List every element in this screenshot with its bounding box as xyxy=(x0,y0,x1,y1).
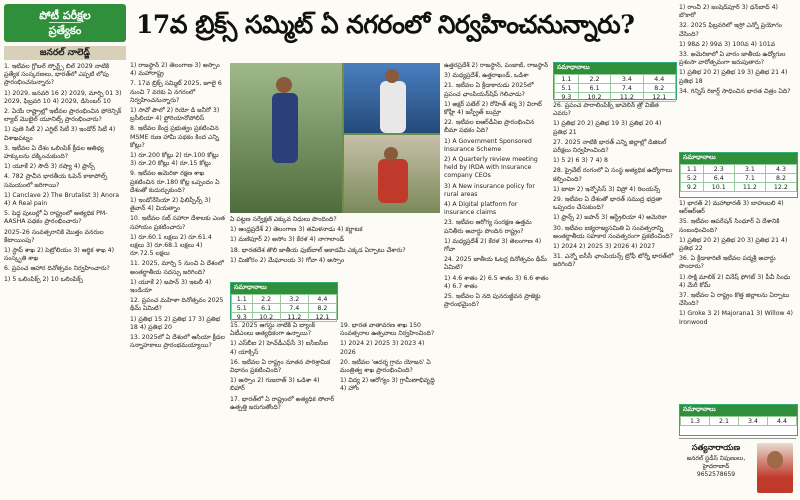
answer-cell: 10.1 xyxy=(703,183,734,192)
question-line: 1) ప్రతిభ 15 2) ప్రతిభ 17 3) ప్రతిభ 18 4) ప్రతిభ 20 xyxy=(130,315,221,331)
answers-label: సమాధానాలు xyxy=(680,405,797,416)
answer-cell: 9.2 xyxy=(681,183,704,192)
question-line: 31. ఎన్నో ఐసీసీ ఛాంపియన్స్ ట్రోఫీ టోర్నీ భారత్‌లో జరిగింది? xyxy=(553,253,674,269)
answer-cell: 10.2 xyxy=(578,93,610,102)
question-line: 1) టాటా 2) ఇన్ఫోసిస్ 3) విప్రో 4) రిలయన్స్ xyxy=(553,185,661,193)
question-line: 1) Groke 3 2) Majorana1 3) Willow 4) Ironwood xyxy=(679,310,793,326)
question-line: 1) యూకే 2) జపాన్ 3) ఇటలీ 4) ఇండియా xyxy=(130,278,212,295)
author-name: సత్యనారాయణ xyxy=(691,443,741,452)
photo-text-line: 1) మిజోరం 2) మేఘాలయ 3) గోవా 4) అస్సాం xyxy=(230,256,345,264)
question-line: 1) ఇండోనేసియా 2) ఫిలిప్పీన్స్ 3) తైవాన్ 4) వియత్నాం xyxy=(130,197,211,213)
column-5 xyxy=(444,62,549,498)
question-line: 1) రాజస్థాన్ 2) తెలంగాణ 3) అస్సాం 4) మహారాష్ట్ర xyxy=(130,62,220,78)
answer-cell: 8.2 xyxy=(643,84,675,93)
answer-cell: 2.2 xyxy=(578,75,610,84)
answers-box-3 xyxy=(679,152,798,198)
answer-cell: 1.1 xyxy=(232,295,253,304)
answer-cell: 4.3 xyxy=(765,165,796,174)
question-line: 1) Canclave 2) The Brutalist 3) Anora 4) A Real pain xyxy=(4,191,120,208)
question-line: 13. 2025లో ఏ దేశంలో ఆసియా క్రీడల సన్నాహకాలు ప్రారంభమయ్యాయి? xyxy=(130,334,225,350)
question-line: 1) 5 2) 6 3) 7 4) 8 xyxy=(553,157,608,165)
author-role-text: జనరల్ స్టడీస్ నిపుణులు, హైదరాబాద్ xyxy=(686,455,746,470)
question-line: 20. ఇటీవల 'ఆదర్శ గ్రామ యోజన' ఏ మంత్రిత్వ శాఖ ప్రారంభించింది? xyxy=(340,358,431,375)
answers-table xyxy=(680,164,797,192)
question-line: 3) A New insurance policy for rural areas xyxy=(444,182,535,198)
answer-cell: 3.2 xyxy=(280,295,308,304)
answer-cell: 8.2 xyxy=(308,304,336,313)
answer-cell: 3.4 xyxy=(739,417,768,426)
question-line: 1) భారత్ 2) మహాభారత్ 3) బాహుబలి 4) ఆర్ఆర్ఆర్ xyxy=(679,200,784,216)
kneeling-athlete-photo xyxy=(344,135,440,213)
answer-cell: 3.4 xyxy=(611,75,643,84)
answer-cell: 4.4 xyxy=(308,295,336,304)
answer-cell: 5.1 xyxy=(232,304,253,313)
question-line: 1) 2024 2) 2025 3) 2023 4) 2026 xyxy=(340,340,425,356)
athletes-photo xyxy=(230,63,440,213)
photo-adjacent-text xyxy=(230,216,440,280)
answer-cell: 1.3 xyxy=(681,417,710,426)
author-card xyxy=(679,438,796,497)
question-line: 2025-26 సంవత్సరానికి మొత్తం వనరుల కేటాయింపు? xyxy=(4,228,104,244)
question-line: 1) స్టాప్ శాఖ 2) పెట్రోలియం 3) ఆర్థిక శాఖ 4) సంస్కృతి శాఖ xyxy=(4,247,115,263)
photo-text-line: ఏ పట్టణ సర్వేక్షణ్ ఎక్కువ నిధులు పొందింది? xyxy=(230,216,337,223)
answer-cell: 4.4 xyxy=(643,75,675,84)
answer-cell: 2.3 xyxy=(703,165,734,174)
question-line: 1. ఇటీవల గ్లోబల్ స్పోర్ట్స్ బిల్ 2029 నాటికి ప్రత్యేక సంస్కరణలు, భారత్‌లో ఎప్పటి లోపు ప్రారంభించనున్నారు? xyxy=(4,63,110,87)
question-line: 1) ప్రతిభ 20 2) ప్రతిభ 20 3) ప్రతిభ 21 4) ప్రతిభ 22 xyxy=(679,236,788,253)
question-line: 12. ప్రపంచ మహిళా దినోత్సవం 2025 థీమ్ ఏమిటి? xyxy=(130,297,224,313)
question-line: 9. ఇటీవల అమెరికా రక్షణ శాఖ ప్రకటించిన రూ.180 కోట్ల ఒప్పందం ఏ దేశంతో కుదుర్చుకుంది? xyxy=(130,170,220,194)
question-line: 1) 98వ 2) 99వ 3) 100వ 4) 101వ xyxy=(679,40,776,48)
question-line: 30. ఇటీవల ఐక్యరాజ్యసమితి ఏ సంవత్సరాన్ని అంతర్జాతీయ సహకార సంవత్సరంగా ప్రకటించింది? xyxy=(553,224,673,240)
question-line: 26. ప్రపంచ పారాలింపిక్స్ జావెలిన్ త్రో విజేత ఎవరు? xyxy=(553,102,659,118)
question-line: 6. ప్రపంచ ఆహార దినోత్సవం నిర్వహించారు? xyxy=(4,265,110,273)
answer-cell: 7.1 xyxy=(734,174,765,183)
answer-cell: 11.2 xyxy=(280,313,308,322)
question-line: 2) A Quarterly review meeting held by IRDA with Insurance company CEOs xyxy=(444,156,538,180)
author-avatar xyxy=(757,443,793,493)
question-line: 1) 4.6 శాతం 2) 6.5 శాతం 3) 6.6 శాతం 4) 6.7 శాతం xyxy=(444,274,549,290)
answer-cell: 2.2 xyxy=(252,295,280,304)
question-line: 1) 5 ఒలింపిక్స్ 2) 10 ఒలింపిక్స్ xyxy=(4,275,83,283)
question-line: 11. 2025, మార్చి 5 నుంచి ఏ దేశంలో అంతర్జాతీయ సదస్సు జరిగింది? xyxy=(130,260,224,276)
column-7-top xyxy=(679,4,796,150)
question-line: 1) ప్రతిభ 20 2) ప్రతిభ 19 3) ప్రతిభ 21 4) ప్రతిభ 18 xyxy=(679,69,788,85)
answers-label: సమాధానాలు xyxy=(680,153,797,164)
question-line: 4. 782 ప్రాచీన భారతీయ ఓపెన్ కాకాపోల్స్ సమయంలో జరిగాయి? xyxy=(4,173,108,189)
question-line: 15. 2025 ఆగస్టు నాటికి ఏ బ్యాంక్ ఏటీఎంలు అత్యధికంగా ఉన్నాయి? xyxy=(230,322,315,338)
question-line: 28. ప్రైవేట్ రంగంలో ఏ సంస్థ అత్యధిక ఉద్యోగాలు కల్పించింది? xyxy=(553,167,673,183)
answer-cell: 10.2 xyxy=(252,313,280,322)
question-line: 19. భారత వాతావరణ శాఖ 150 సంవత్సరాల ఉత్సవాలు నిర్వహించింది? xyxy=(340,322,435,338)
question-line: 1) సాక్షి మాలిక్ 2) వినేష్ ఫోగట్ 3) పీవీ సింధు 4) మేరీ కోమ్ xyxy=(679,273,791,289)
answers-table xyxy=(554,74,676,102)
question-line: 23. ఇటీవల ఆరోగ్య సంరక్షణ ఉత్తమ పనితీరు అవార్డు పొందిన రాష్ట్రం? xyxy=(444,219,532,235)
author-phone: 9652578659 xyxy=(696,471,736,478)
photo-text-line: 1) మణిపూర్ 2) అసోం 3) కేరళ 4) నాగాలాండ్ xyxy=(230,236,345,244)
column-2 xyxy=(130,62,226,498)
question-line: 16. ఇటీవల ఏ రాష్ట్రం నూతన పారిశ్రామిక విధానం ప్రకటించింది? xyxy=(230,358,331,375)
answer-cell: 2.1 xyxy=(710,417,739,426)
question-line: 29. ఇటీవల ఏ దేశంతో భారత్ సముద్ర భద్రతా ఒప్పందం చేసుకుంది? xyxy=(553,196,663,212)
question-line: 17. భారత్‌లో ఏ రాష్ట్రంలో అత్యధిక సోలార్ ఉత్పత్తి జరుగుతోంది? xyxy=(230,395,335,411)
answer-cell: 6.1 xyxy=(578,84,610,93)
page-headline: 17వ బ్రిక్స్ సమ్మిట్ ఏ నగరంలో నిర్వహించనున్నారు? xyxy=(136,10,635,39)
answer-cell: 12.1 xyxy=(643,93,675,102)
question-line: 1) రాంచీ 2) జంషెడ్‌పూర్ 3) ధన్‌బాద్ 4) బొకారో xyxy=(679,4,778,20)
question-line: 1) 2029, జనవరి 16 2) 2029, మార్చి 01 3) 2029, ఫిబ్రవరి 10 4) 2029, డిసెంబర్ 10 xyxy=(4,89,122,105)
answer-cell: 6.1 xyxy=(252,304,280,313)
question-line: 1) సావో పౌలో 2) రియో డి జనీరో 3) బ్రసీలియా 4) ఫ్లోరియానోపోలిస్ xyxy=(130,107,220,123)
question-line: 7. 17వ బ్రిక్స్ సమ్మిట్ 2025, జూలై 6 నుంచి 7 వరకు ఏ నగరంలో నిర్వహించనున్నారు? xyxy=(130,80,222,104)
question-line: 4) A Digital platform for insurance claims xyxy=(444,201,518,217)
section-title: జనరల్ నాలెడ్జ్ xyxy=(4,46,126,60)
photo-text-line: 18. భారతదేశ తొలి జాతీయ ఫుట్‌బాల్ అకాడమీ ఎక్కడ ఏర్పాటు చేశారు? xyxy=(230,246,406,254)
photo-text-line: 1) ఆంధ్రప్రదేశ్ 2) తెలంగాణ 3) తమిళనాడు 4) కర్ణాటక xyxy=(230,226,363,234)
question-line: 36. ఏ క్రీడాకారిణి ఇటీవల పద్మశ్రీ అవార్డు పొందారు? xyxy=(679,255,776,271)
column-7-bottom xyxy=(679,200,796,402)
answer-cell: 11.2 xyxy=(611,93,643,102)
celebrating-athlete-photo xyxy=(344,63,440,133)
answer-cell: 7.4 xyxy=(280,304,308,313)
column-1 xyxy=(4,63,126,498)
question-line: ఉత్తరప్రదేశ్ 2) రాజస్థాన్, పంజాబ్, రాజస్థాన్ xyxy=(444,62,549,69)
answer-cell: 3.1 xyxy=(734,165,765,174)
column-3 xyxy=(230,322,336,498)
question-line: 1) A Government Sponsored Insurance Scheme xyxy=(444,137,532,153)
question-line: 1) ఫ్రాన్స్ 2) జపాన్ 3) ఆస్ట్రేలియా 4) అమెరికా xyxy=(553,214,667,222)
question-line: 3. ఇటీవల ఏ దేశం ఒలింపిక్ క్రీడల ఆతిథ్య హక్కులను దక్కించుకుంది? xyxy=(4,144,104,161)
question-line: 1) ప్రతిభ 20 2) ప్రతిభ 19 3) ప్రతిభ 20 4) ప్రతిభ 21 xyxy=(553,120,662,136)
answer-cell: 12.2 xyxy=(765,183,796,192)
column-6 xyxy=(553,102,675,498)
javelin-thrower-photo xyxy=(230,63,342,213)
series-tag-line1: పోటీ పరీక్షల xyxy=(39,9,91,22)
answer-cell: 4.4 xyxy=(768,417,797,426)
author-role xyxy=(681,455,751,479)
question-line: 1) 2024 2) 2025 3) 2026 4) 2027 xyxy=(553,243,656,251)
answer-cell: 11.2 xyxy=(734,183,765,192)
question-line: 37. ఇటీవల ఏ రాష్ట్రం కొత్త జిల్లాలను ఏర్పాటు చేసింది? xyxy=(679,292,790,308)
answers-box-4 xyxy=(679,404,798,436)
answer-cell: 6.4 xyxy=(703,174,734,183)
question-line: 34. గిన్నిస్ రికార్డ్ సాధించిన భారత చిత్రం ఏది? xyxy=(679,87,791,95)
question-line: 1) మధ్యప్రదేశ్ 2) కేరళ 3) తెలంగాణ 4) గోవా xyxy=(444,237,542,254)
question-line: 1) యూకే 2) సౌదీ 3) రష్యా 4) ఫ్రాన్స్ xyxy=(4,163,95,171)
answers-label: సమాధానాలు xyxy=(231,283,337,294)
answers-box-1 xyxy=(230,282,338,320)
answer-cell: 5.1 xyxy=(555,84,579,93)
answers-box-2 xyxy=(553,62,677,100)
question-line: 21. ఇటీవల ఏ క్రీడాకారుడు 2025లో ప్రపంచ ఛాంపియన్‌షిప్ గెలిచాడు? xyxy=(444,82,534,98)
column-4 xyxy=(340,322,440,498)
question-line: 25. ఇటీవల ఏ నది పునరుజ్జీవన ప్రాజెక్టు ప్రారంభమైంది? xyxy=(444,293,541,309)
answers-table xyxy=(680,416,797,426)
answer-cell: 12.1 xyxy=(308,313,336,322)
question-line: 1) ఎస్‌బీఐ 2) హెచ్‌డీఎఫ్‌సీ 3) ఐసీఐసీఐ 4) యాక్సిస్ xyxy=(230,340,328,356)
question-line: 35. ఇటీవల ఆపరేషన్ సింధూర్ ఏ దేశానికి సంబంధించింది? xyxy=(679,218,780,234)
answer-cell: 9.3 xyxy=(555,93,579,102)
answer-cell: 7.4 xyxy=(611,84,643,93)
series-tag-line2: ప్రత్యేకం xyxy=(48,24,82,37)
series-tag xyxy=(4,4,126,42)
answer-cell: 1.1 xyxy=(555,75,579,84)
question-line: 10. ఇటీవల సబ్ సహారా దేశాలకు ఎంత సహాయం ప్రకటించారు? xyxy=(130,215,225,231)
answer-cell: 8.2 xyxy=(765,174,796,183)
question-line: 1) పుణె సిటీ 2) ఎగ్జిట్ సిటీ 3) ఇండోర్ సిటీ 4) విశాఖపట్నం xyxy=(4,126,116,142)
question-line: 32. 2025 ఫిబ్రవరిలో ఇస్రో ఎన్నో ప్రయోగం చేసింది? xyxy=(679,22,782,38)
question-line: 1) రూ.200 కోట్లు 2) రూ.100 కోట్లు 3) రూ.20 కోట్లు 4) రూ.15 కోట్లు xyxy=(130,152,219,168)
answer-cell: 9.3 xyxy=(232,313,253,322)
question-line: 22. ఇటీవల ఐఆర్‌డీఏఐ ప్రారంభించిన బీమా పథకం ఏది? xyxy=(444,119,535,135)
answer-cell: 1.1 xyxy=(681,165,704,174)
question-line: 5. పెద్ద పులుల్లో ఏ రాష్ట్రంలో అత్యధిక PM-AASHA పథకం ప్రారంభించారు? xyxy=(4,210,108,226)
question-line: 1) రూ.60.1 లక్షలు 2) రూ.61.4 లక్షలు 3) రూ.68.1 లక్షలు 4) రూ.72.5 లక్షలు xyxy=(130,233,212,258)
question-line: 3) మధ్యప్రదేశ్, ఉత్తరాఖండ్, ఒడిశా xyxy=(444,72,529,80)
question-line: 1) విద్య 2) ఆరోగ్యం 3) గ్రామీణాభివృద్ధి 4) హోం xyxy=(340,377,435,393)
question-line: 8. ఇటీవల కేంద్ర ప్రభుత్వం ప్రకటించిన MSME రుణ హామీ పథకం కింద ఎన్ని కోట్లు? xyxy=(130,125,219,149)
answer-cell: 5.2 xyxy=(681,174,704,183)
question-line: 1) అక్షర్ పటేల్ 2) రోహిత్ శర్మ 3) విరాట్ కోహ్లీ 4) జస్ప్రీత్ బుమ్రా xyxy=(444,100,542,117)
question-line: 24. 2025 జాతీయ ఓటర్ల దినోత్సవం థీమ్ ఏమిటి? xyxy=(444,256,547,272)
answers-table xyxy=(231,294,337,322)
question-line: 33. అమెరికాలో ఏ వారం జాతీయ ఉద్యోగుల ప్రశంసా వారోత్సవంగా జరుపుతారు? xyxy=(679,51,786,67)
question-line: 27. 2025 నాటికి భారత్ ఎన్ని జిల్లాల్లో డిజిటల్ పరీక్షలు నిర్వహించింది? xyxy=(553,138,667,155)
question-line: 2. ఏయే రాష్ట్రాల్లో ఇటీవల ప్రారంభించిన ఫోరెన్సిక్ ల్యాబ్ మొబైల్ యూనిట్స్ ప్రారంభించారు? xyxy=(4,108,122,124)
answers-label: సమాధానాలు xyxy=(554,63,676,74)
question-line: 1) అస్సాం 2) గుజరాత్ 3) ఒడిశా 4) బిహార్ xyxy=(230,377,320,393)
